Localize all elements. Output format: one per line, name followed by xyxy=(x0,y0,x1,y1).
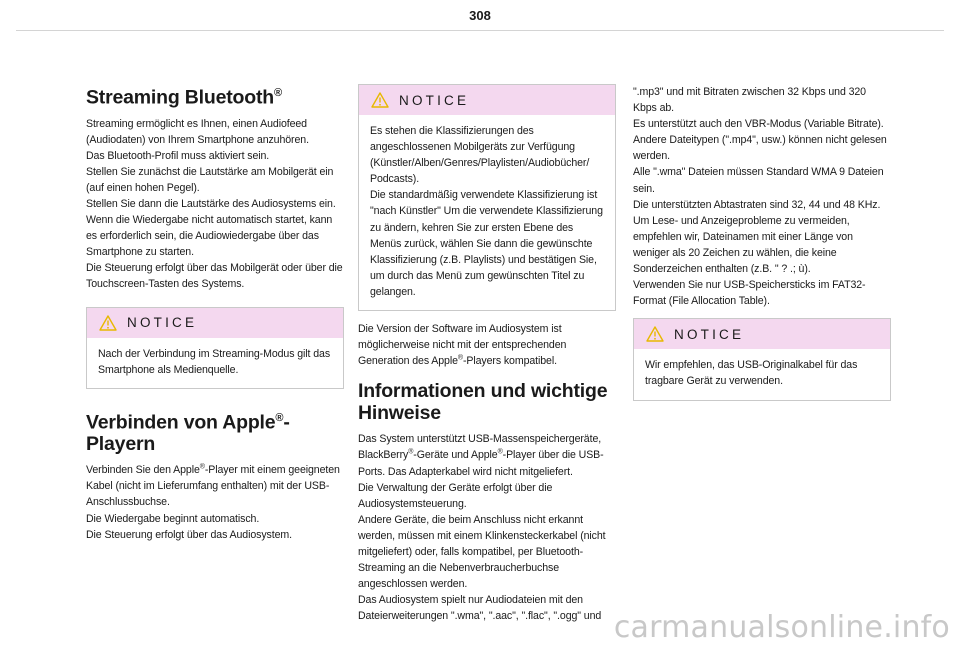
page-number: 308 xyxy=(469,8,491,23)
notice-title: NOTICE xyxy=(127,315,198,331)
column-3 xyxy=(633,84,891,401)
info-text: Das System unterstützt USB-Massenspeichergeräte, BlackBerry®-Geräte und Apple®-Player über die USB-Ports. Das Adapterkabel wird nicht mitgeliefert. Die Verwaltung der Geräte erfolgt über die Audiosystemsteuerung. Andere Geräte, die beim Anschluss nicht erkannt werden, müssen mit einem Klinkensteckerkabel (nicht mitgeliefert) oder, falls kompatibel, per Bluetooth-Streaming an die Nebenverbraucherbuchse angeschlossen werden. Das Audiosystem spielt nur Audiodateien mit den Dateierweiterungen ".wma", ".aac", ".flac", ".ogg" und xyxy=(358,433,606,623)
streaming-bluetooth-heading: Streaming Bluetooth® xyxy=(86,86,282,109)
notice-header xyxy=(359,85,615,115)
notice-text: Wir empfehlen, das USB-Originalkabel für das tragbare Gerät zu verwenden. xyxy=(645,359,858,388)
notice-title: NOTICE xyxy=(399,92,470,108)
usb-format-text: ".mp3" und mit Bitraten zwischen 32 Kbps und 320 Kbps ab. Es unterstützt auch den VBR-Modus (Variable Bitrate). Andere Dateitypen (".mp4", usw.) können nicht gelesen werden. Alle ".wma" Dateien müssen Standard WMA 9 Dateien sein. Die unterstützten Abtastraten sind 32, 44 und 48 KHz. Um Lese- und Anzeigeprobleme zu vermeiden, empfehlen wir, Dateinamen mit einer Länge von weniger als 20 Zeichen zu wählen, die keine Sonderzeichen enthalten (z.B. " ? .; ù). Verwenden Sie nur USB-Speichersticks im FAT32-Format (File Allocation Table). xyxy=(633,86,887,308)
notice-box-usb-cable xyxy=(633,318,891,400)
notice-header xyxy=(87,308,343,338)
warning-icon xyxy=(99,315,117,331)
apple-player-text: Verbinden Sie den Apple®-Player mit einem geeigneten Kabel (nicht im Lieferumfang enthalten) mit der USB-Anschlussbuchse. Die Wiedergabe beginnt automatisch. Die Steuerung erfolgt über das Audiosystem. xyxy=(86,463,340,541)
notice-box-classification xyxy=(358,84,616,311)
software-version-text: Die Version der Software im Audiosystem ist möglicherweise nicht mit der entsprechenden Generation des Apple®-Players kompatibel. xyxy=(358,323,567,368)
notice-box-streaming xyxy=(86,307,344,389)
column-2 xyxy=(358,84,616,624)
warning-icon xyxy=(646,326,664,342)
watermark: carmanualsonline.info xyxy=(613,610,950,645)
header-divider xyxy=(16,30,944,31)
info-heading: Informationen und wichtige Hinweise xyxy=(358,380,608,425)
column-1 xyxy=(86,82,344,543)
apple-player-heading: Verbinden von Apple®-Playern xyxy=(86,411,290,456)
notice-title: NOTICE xyxy=(674,326,745,342)
notice-header xyxy=(634,319,890,349)
notice-text: Es stehen die Klassifizierungen des angeschlossenen Mobilgeräts zur Verfügung (Künstler/Alben/Genres/Playlisten/Audiobücher/ Podcasts). Die standardmäßig verwendete Klassifizierung ist "nach Künstler" Um die verwendete Klassifizierung zu ändern, kehren Sie zur ersten Ebene des Menüs zurück, wählen Sie dann die gewünschte Klassifizierung (z.B. Playlists) und bestätigen Sie, um durch das Menü zum gewünschten Titel zu gelangen. xyxy=(370,125,603,298)
warning-icon xyxy=(371,92,389,108)
notice-text: Nach der Verbindung im Streaming-Modus gilt das Smartphone als Medienquelle. xyxy=(98,347,331,376)
streaming-bluetooth-text: Streaming ermöglicht es Ihnen, einen Audiofeed (Audiodaten) von Ihrem Smartphone anzuhören. Das Bluetooth-Profil muss aktiviert sein. Stellen Sie zunächst die Lautstärke am Mobilgerät ein (auf einen hohen Pegel). Stellen Sie dann die Lautstärke des Audiosystems ein. Wenn die Wiedergabe nicht automatisch startet, kann es erforderlich sein, die Audiowiedergabe über das Smartphone zu starten. Die Steuerung erfolgt über das Mobilgerät oder über die Touchscreen-Tasten des Systems. xyxy=(86,117,343,291)
